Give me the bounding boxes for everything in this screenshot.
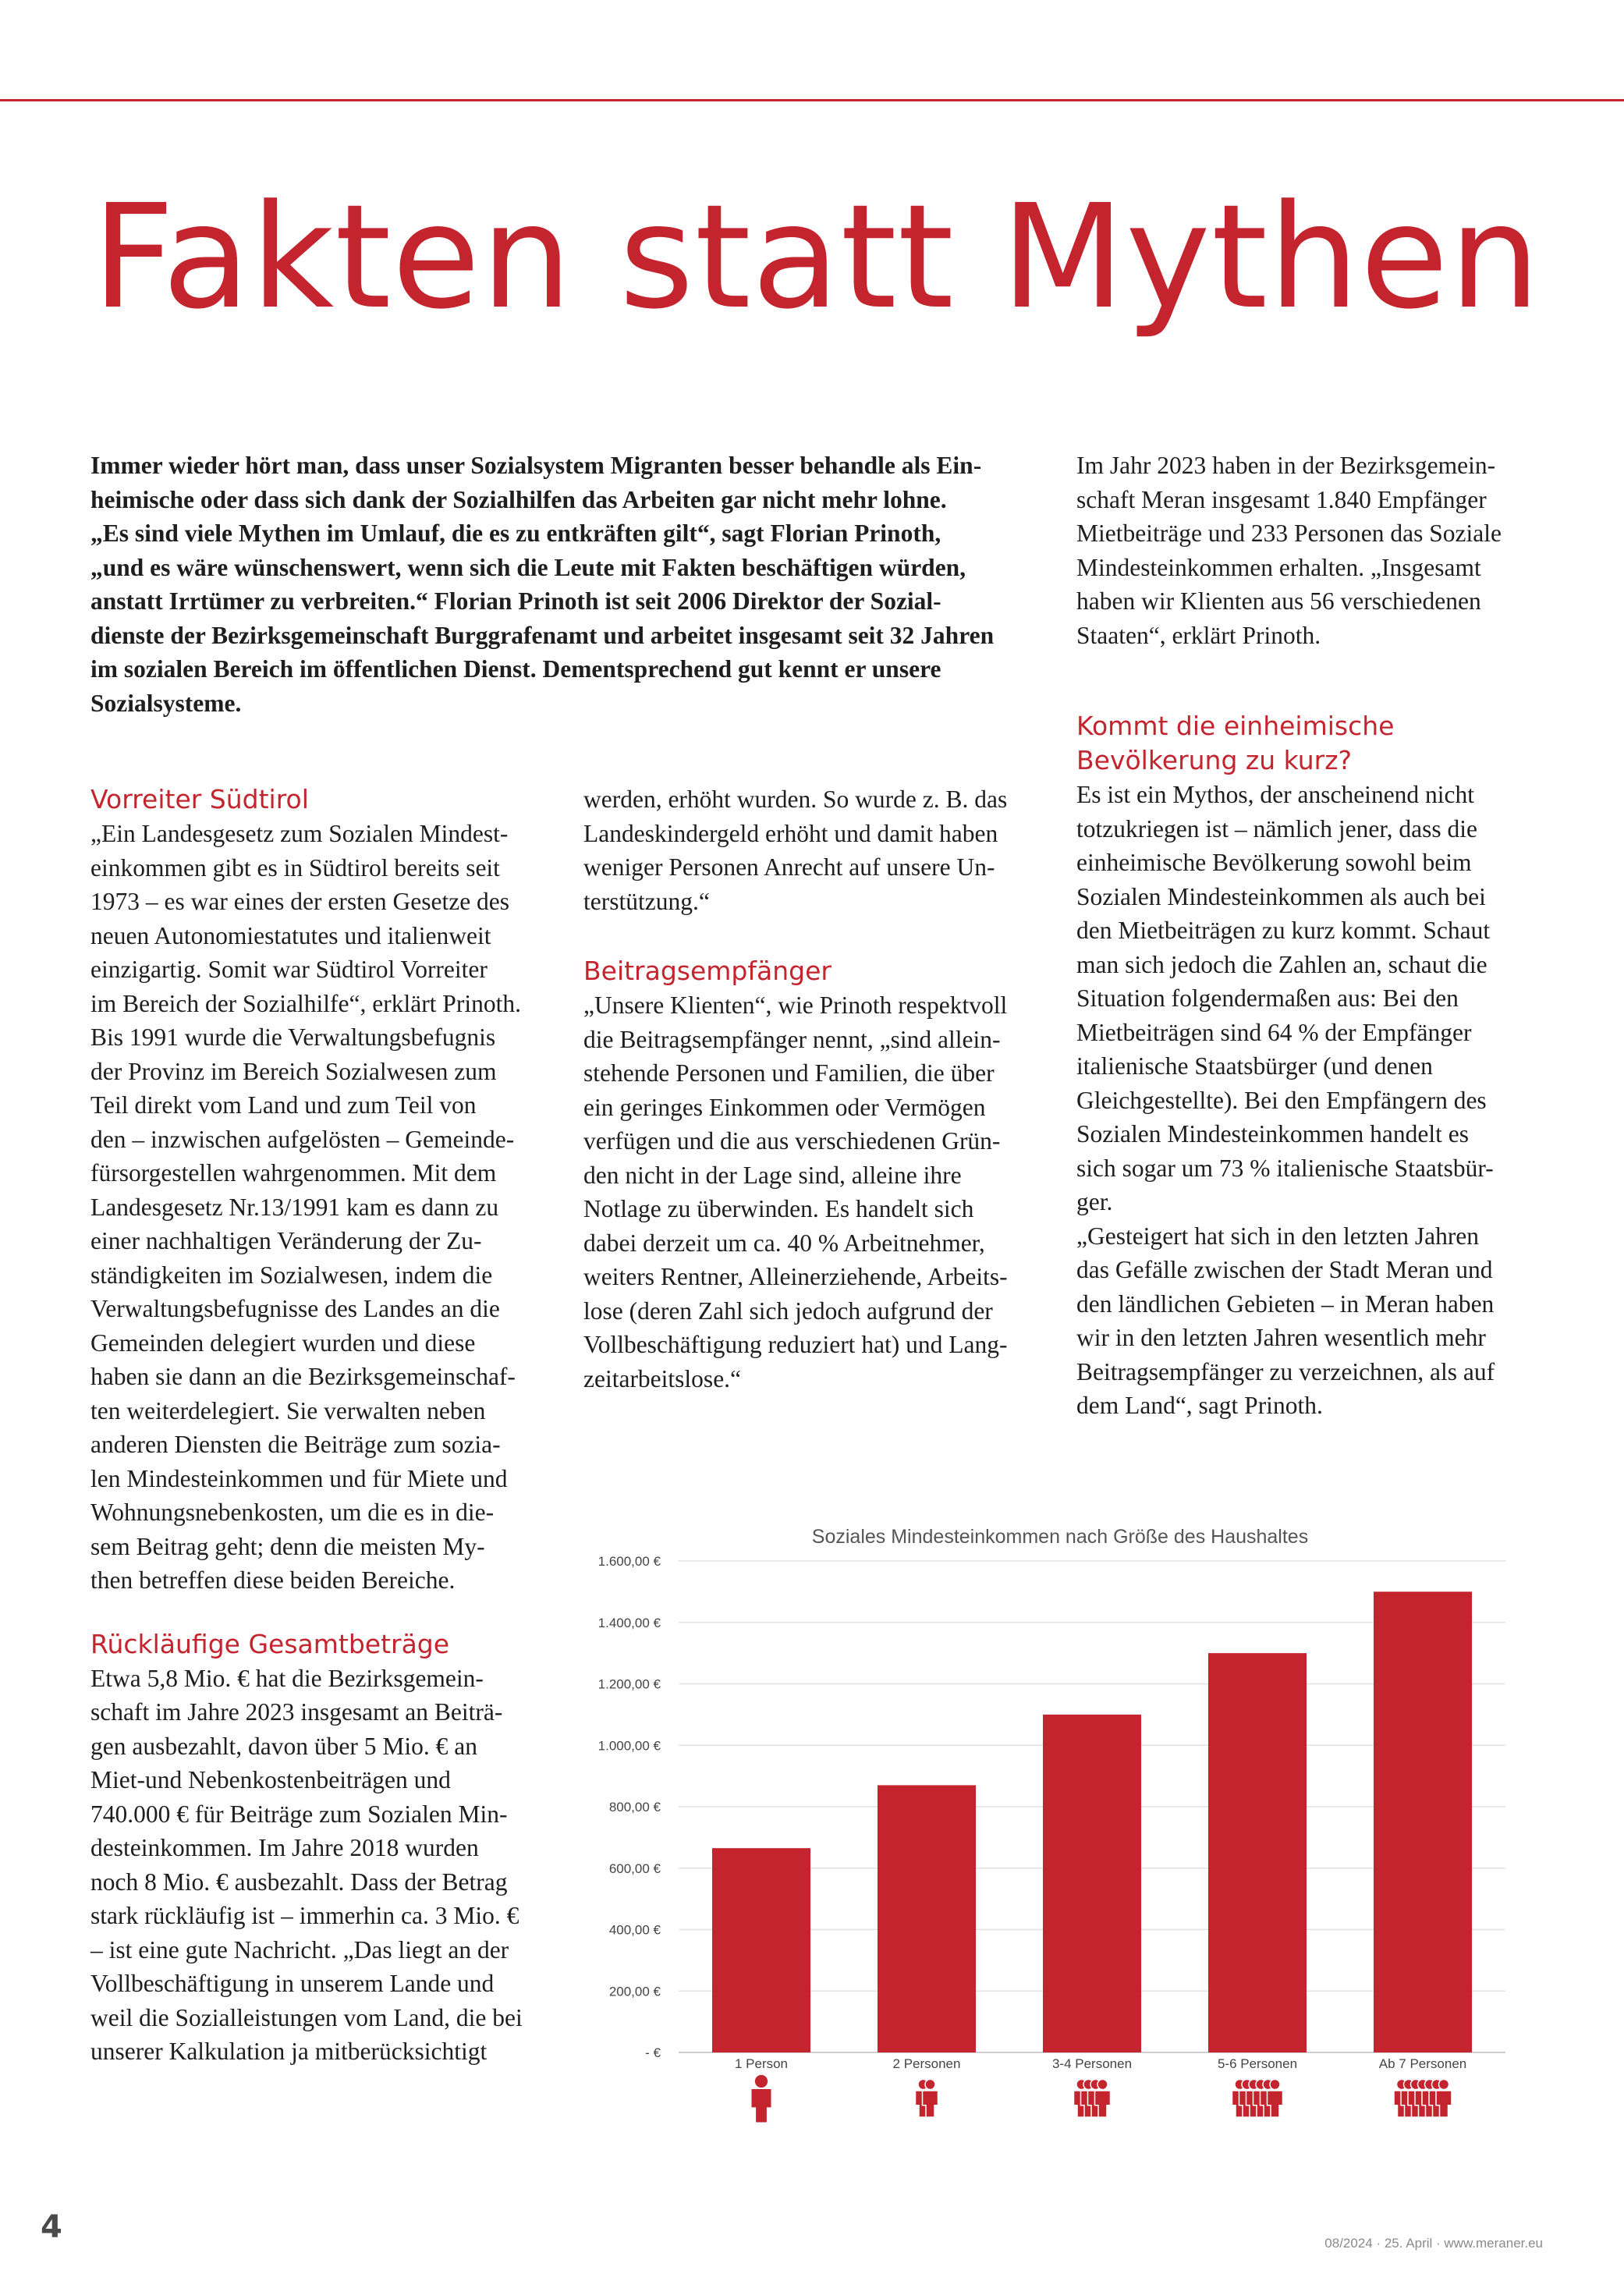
body-line: 1973 – es war eines der ersten Gesetze des <box>90 888 510 915</box>
lead-line: Sozialsysteme. <box>90 689 242 717</box>
body-line: Landesgesetz Nr.13/1991 kam es dann zu <box>90 1193 499 1221</box>
body-line: len Mindesteinkommen und für Miete und <box>90 1464 508 1492</box>
body-line: haben sie dann an die Bezirksgemeinschaf- <box>90 1363 516 1390</box>
lead-line: anstatt Irrtümer zu verbreiten.“ Florian Prinoth ist seit 2006 Direktor der Sozial- <box>90 587 941 615</box>
y-tick-label: 200,00 € <box>608 1984 661 1999</box>
middle-column <box>583 782 1051 1396</box>
household-income-chart <box>573 1512 1521 2136</box>
person-group-icon <box>1394 2080 1452 2118</box>
bar-chart-svg <box>573 1512 1521 2136</box>
body-line: verfügen und die aus verschiedenen Grün- <box>583 1127 1001 1155</box>
y-tick-label: 1.600,00 € <box>597 1554 661 1569</box>
top-rule <box>0 99 1624 101</box>
page-number: 4 <box>41 2209 62 2245</box>
body-line: die Beitragsempfänger nennt, „sind allein- <box>583 1025 1001 1053</box>
body-line: Landeskindergeld erhöht und damit haben <box>583 819 998 847</box>
person-icon-head <box>1270 2080 1280 2090</box>
body-line: totzukriegen ist – nämlich jener, dass die <box>1076 814 1477 843</box>
body-line: werden, erhöht wurden. So wurde z. B. das <box>583 786 1008 813</box>
body-line: gen ausbezahlt, davon über 5 Mio. € an <box>90 1732 477 1760</box>
body-line: den ländlichen Gebieten – in Meran haben <box>1076 1289 1495 1318</box>
section-body-einheimisch <box>1076 778 1544 1423</box>
left-column <box>90 782 558 2069</box>
body-line: ger. <box>1076 1188 1113 1215</box>
body-line: unserer Kalkulation ja mitberücksichtigt <box>90 2038 488 2065</box>
body-line: schaft im Jahre 2023 insgesamt an Beiträ- <box>90 1698 503 1726</box>
body-line: stehende Personen und Familien, die über <box>583 1059 995 1087</box>
body-line: einkommen gibt es in Südtirol bereits seit <box>90 853 500 882</box>
body-line: sem Beitrag geht; denn die meisten My- <box>90 1532 485 1560</box>
headline: Fakten statt Mythen <box>92 174 1541 341</box>
body-line: zeitarbeitslose.“ <box>583 1364 742 1392</box>
x-tick-label: 2 Personen <box>892 2056 961 2071</box>
right-column-intro <box>1076 449 1544 652</box>
body-line: weiters Rentner, Alleinerziehende, Arbeits- <box>583 1263 1008 1290</box>
body-line: wir in den letzten Jahren wesentlich mehr <box>1076 1324 1486 1351</box>
body-line: das Gefälle zwischen der Stadt Meran und <box>1076 1256 1493 1283</box>
body-line: Gemeinden delegiert wurden und diese <box>90 1329 476 1357</box>
body-line: Bis 1991 wurde die Verwaltungsbefugnis <box>90 1023 496 1051</box>
body-line: den Mietbeiträgen zu kurz kommt. Schaut <box>1076 917 1491 944</box>
body-line: desteinkommen. Im Jahre 2018 wurden <box>90 1834 479 1861</box>
body-line: den – inzwischen aufgelösten – Gemeinde- <box>90 1125 515 1153</box>
section-heading-ruecklaeufig: Rückläufige Gesamtbeträge <box>90 1628 450 1659</box>
body-line: „Unsere Klienten“, wie Prinoth respektvoll <box>583 992 1008 1019</box>
body-line: Wohnungsnebenkosten, um die es in die- <box>90 1499 495 1526</box>
x-tick-label: 3-4 Personen <box>1051 2056 1133 2071</box>
person-icon-head <box>925 2080 935 2090</box>
lead-paragraph <box>90 449 1058 720</box>
body-line: einer nachhaltigen Veränderung der Zu- <box>90 1227 482 1254</box>
lead-line: im sozialen Bereich im öffentlichen Dienst. Dementsprechend gut kennt er unsere <box>90 655 941 683</box>
x-tick-label: Ab 7 Personen <box>1378 2056 1467 2071</box>
x-tick-label: 1 Person <box>734 2056 789 2071</box>
body-line: Es ist ein Mythos, der anscheinend nicht <box>1076 781 1475 808</box>
footer-info: 08/2024 · 25. April · www.meraner.eu <box>1324 2236 1543 2251</box>
y-tick-label: 600,00 € <box>608 1861 661 1876</box>
lead-line: Immer wieder hört man, dass unser Sozialsystem Migranten besser behandle als Ein- <box>90 452 982 479</box>
person-icon-head <box>1097 2080 1108 2090</box>
body-line: den nicht in der Lage sind, alleine ihre <box>583 1161 962 1189</box>
body-line: haben wir Klienten aus 56 verschiedenen <box>1076 587 1481 615</box>
lead-line: „Es sind viele Mythen im Umlauf, die es zu entkräften gilt“, sagt Florian Prinoth, <box>90 520 941 547</box>
lead-line: dienste der Bezirksgemeinschaft Burggrafenamt und arbeitet insgesamt seit 32 Jahren <box>90 621 995 649</box>
body-line: terstützung.“ <box>583 887 710 915</box>
person-group-icon <box>916 2080 938 2118</box>
body-line: im Bereich der Sozialhilfe“, erklärt Prinoth. <box>90 989 521 1017</box>
body-line: Beitragsempfänger zu verzeichnen, als auf <box>1076 1357 1495 1385</box>
y-tick-label: 800,00 € <box>608 1800 661 1815</box>
body-line: anderen Diensten die Beiträge zum sozia- <box>90 1431 501 1458</box>
body-line: then betreffen diese beiden Bereiche. <box>90 1566 456 1594</box>
x-tick-label: 5-6 Personen <box>1217 2056 1298 2071</box>
body-line: „Gesteigert hat sich in den letzten Jahren <box>1076 1222 1480 1250</box>
body-line: dabei derzeit um ca. 40 % Arbeitnehmer, <box>583 1229 985 1257</box>
body-line: Miet-und Nebenkostenbeiträgen und <box>90 1766 451 1793</box>
body-line: sich sogar um 73 % italienische Staatsbür- <box>1076 1154 1494 1182</box>
y-tick-label: - € <box>645 2045 661 2060</box>
body-line: Etwa 5,8 Mio. € hat die Bezirksgemein- <box>90 1664 484 1692</box>
body-line: weil die Sozialleistungen vom Land, die bei <box>90 2003 523 2031</box>
body-line: schaft Meran insgesamt 1.840 Empfänger <box>1076 485 1487 513</box>
chart-title: Soziales Mindesteinkommen nach Größe des Haushaltes <box>811 1526 1309 1548</box>
body-line: weniger Personen Anrecht auf unsere Un- <box>583 853 995 881</box>
body-line: Mietbeiträge und 233 Personen das Soziale <box>1076 520 1502 547</box>
body-line: dem Land“, sagt Prinoth. <box>1076 1392 1323 1419</box>
section-heading-beitrag: Beitragsempfänger <box>583 956 832 986</box>
person-group-icon <box>1232 2080 1283 2118</box>
body-line: Staaten“, erklärt Prinoth. <box>1076 621 1321 649</box>
body-line: Gleichgestellte). Bei den Empfängern des <box>1076 1086 1487 1114</box>
bar <box>712 1848 810 2052</box>
y-tick-label: 400,00 € <box>608 1922 661 1938</box>
section-heading-vorreiter: Vorreiter Südtirol <box>90 784 309 814</box>
person-group-icon <box>752 2075 771 2123</box>
section-body-vorreiter <box>90 817 558 1598</box>
lead-line: „und es wäre wünschenswert, wenn sich die Leute mit Fakten beschäftigen würden, <box>90 553 966 581</box>
body-line: Vollbeschäftigung in unserem Lande und <box>90 1970 495 1997</box>
bar <box>1208 1653 1307 2052</box>
heading-line: Kommt die einheimische <box>1076 711 1395 741</box>
body-line: ein geringes Einkommen oder Vermögen <box>583 1093 986 1121</box>
body-line: Sozialen Mindesteinkommen handelt es <box>1076 1120 1470 1148</box>
bar <box>1043 1715 1141 2052</box>
body-line: „Ein Landesgesetz zum Sozialen Mindest- <box>90 820 509 847</box>
body-line: stark rückläufig ist – immerhin ca. 3 Mio. € <box>90 1902 519 1929</box>
section-body-ruecklaeufig <box>90 1662 558 2069</box>
body-line: neuen Autonomiestatutes und italienweit <box>90 921 491 949</box>
body-line: ten weiterdelegiert. Sie verwalten neben <box>90 1396 486 1424</box>
person-icon-head <box>755 2075 768 2088</box>
body-line: Situation folgendermaßen aus: Bei den <box>1076 984 1459 1012</box>
body-line: man sich jedoch die Zahlen an, schaut die <box>1076 950 1487 978</box>
body-line: Mindesteinkommen erhalten. „Insgesamt <box>1076 553 1481 581</box>
body-line: Vollbeschäftigung reduziert hat) und Lang- <box>583 1331 1008 1358</box>
body-line: Verwaltungsbefugnisse des Landes an die <box>90 1295 500 1322</box>
body-line: italienische Staatsbürger (und denen <box>1076 1052 1433 1080</box>
y-tick-label: 1.400,00 € <box>597 1615 661 1630</box>
person-icon-body <box>752 2089 771 2123</box>
body-line: Notlage zu überwinden. Es handelt sich <box>583 1195 974 1222</box>
body-line: Sozialen Mindesteinkommen als auch bei <box>1076 882 1486 910</box>
bar <box>878 1785 976 2052</box>
body-line: ständigkeiten im Sozialwesen, indem die <box>90 1261 493 1289</box>
middle-column-intro <box>583 782 1051 918</box>
body-line: fürsorgestellen wahrgenommen. Mit dem <box>90 1159 497 1187</box>
body-line: Mietbeiträgen sind 64 % der Empfänger <box>1076 1018 1472 1046</box>
person-group-icon <box>1074 2080 1111 2118</box>
section-body-beitrag <box>583 988 1051 1396</box>
body-line: 740.000 € für Beiträge zum Sozialen Min- <box>90 1800 508 1828</box>
body-line: Im Jahr 2023 haben in der Bezirksgemein- <box>1076 452 1496 479</box>
body-line: lose (deren Zahl sich jedoch aufgrund der <box>583 1297 993 1325</box>
y-tick-label: 1.200,00 € <box>597 1676 661 1692</box>
body-line: einzigartig. Somit war Südtirol Vorreiter <box>90 956 488 983</box>
section-heading-einheimisch <box>1076 709 1544 778</box>
body-line: – ist eine gute Nachricht. „Das liegt an der <box>90 1935 509 1964</box>
person-icon-head <box>1439 2080 1449 2090</box>
body-line: der Provinz im Bereich Sozialwesen zum <box>90 1057 497 1085</box>
right-column <box>1076 709 1544 1423</box>
body-line: Teil direkt vom Land und zum Teil von <box>90 1091 477 1119</box>
heading-line: Bevölkerung zu kurz? <box>1076 745 1353 775</box>
bar <box>1374 1591 1472 2052</box>
body-line: noch 8 Mio. € ausbezahlt. Dass der Betrag <box>90 1868 508 1896</box>
y-tick-label: 1.000,00 € <box>597 1738 661 1754</box>
body-line: einheimische Bevölkerung sowohl beim <box>1076 849 1472 876</box>
lead-line: heimische oder dass sich dank der Sozialhilfen das Arbeiten gar nicht mehr lohne. <box>90 485 947 513</box>
